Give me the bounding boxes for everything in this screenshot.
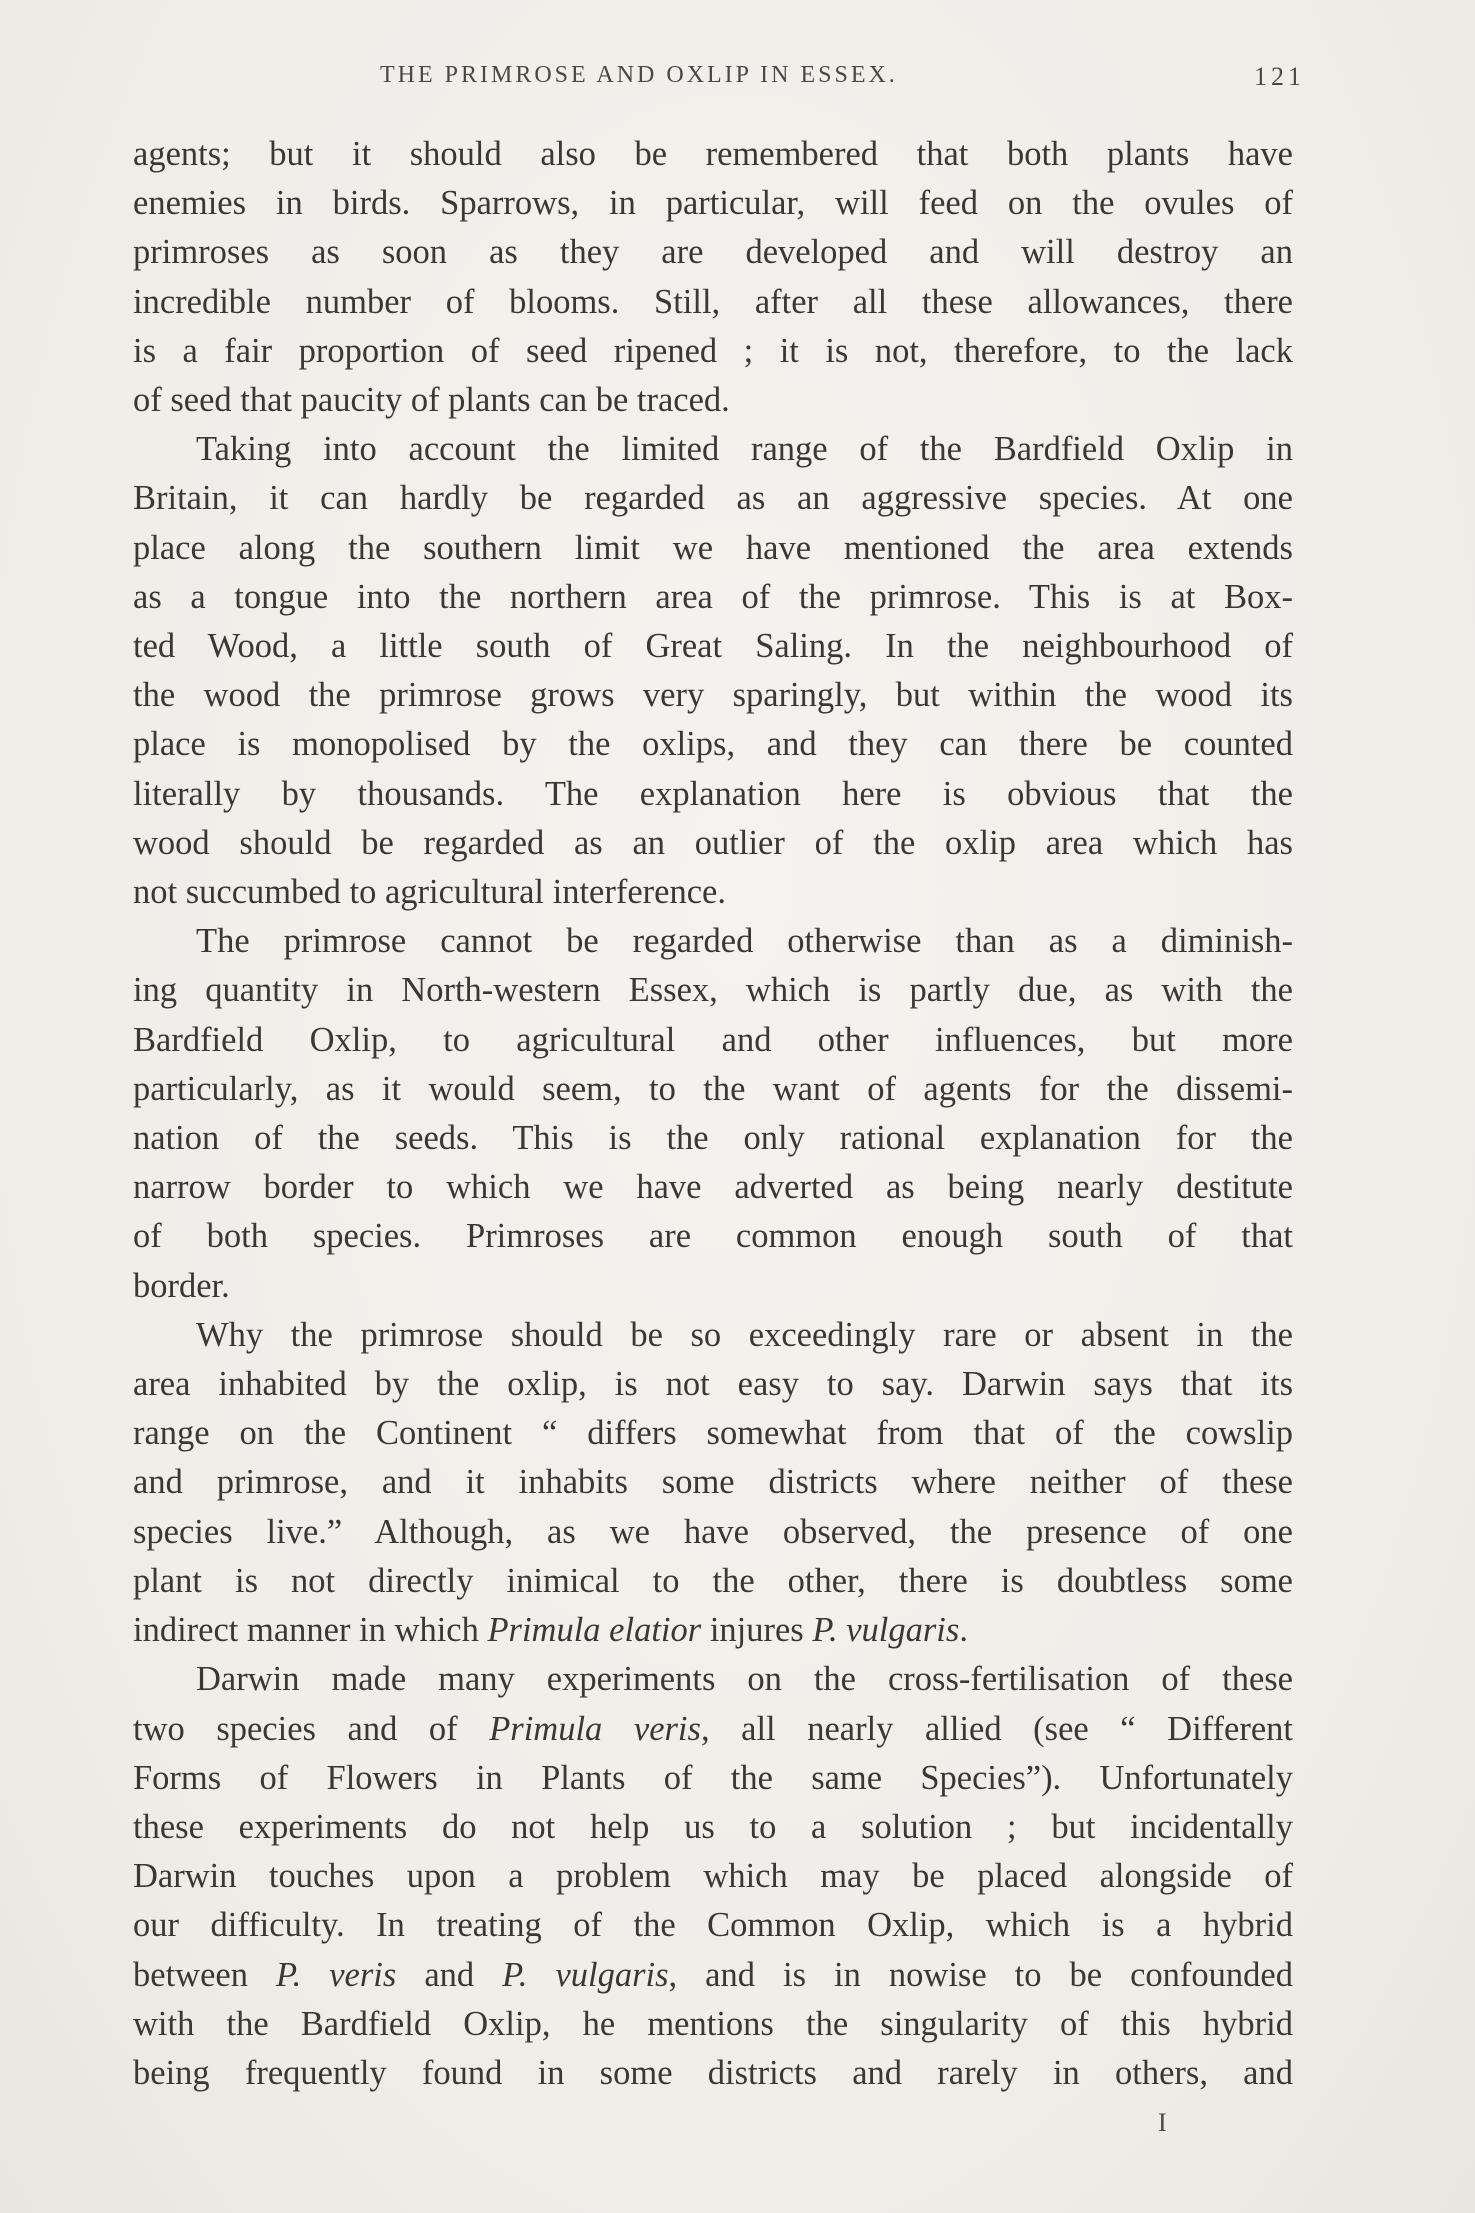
text-run: and xyxy=(396,1955,503,1994)
text-line: our difficulty. In treating of the Common Oxlip, which is a hybrid xyxy=(133,1906,1293,1945)
text-line: Britain, it can hardly be regarded as an aggressive species. At one xyxy=(133,479,1293,518)
text-line: Taking into account the limited range of the Bardfield Oxlip in xyxy=(196,430,1293,469)
text-line: area inhabited by the oxlip, is not easy to say. Darwin says that its xyxy=(133,1365,1293,1404)
text-line: the wood the primrose grows very sparingly, but within the wood its xyxy=(133,676,1293,715)
text-run: , and is in nowise to be confounded xyxy=(668,1955,1293,1994)
text-run: two species and of xyxy=(133,1709,490,1748)
text-line: as a tongue into the northern area of the primrose. This is at Box- xyxy=(133,577,1293,616)
text-line: place along the southern limit we have mentioned the area extends xyxy=(133,528,1293,567)
text-line: wood should be regarded as an outlier of the oxlip area which has xyxy=(133,823,1293,862)
text-line: Darwin made many experiments on the cross-fertilisation of these xyxy=(196,1660,1293,1699)
text-line: nation of the seeds. This is the only rational explanation for the xyxy=(133,1119,1293,1158)
text-line: incredible number of blooms. Still, after all these allowances, there xyxy=(133,282,1293,321)
running-title: THE PRIMROSE AND OXLIP IN ESSEX. xyxy=(380,62,898,88)
paragraph-2 xyxy=(133,425,1293,917)
text-line: particularly, as it would seem, to the want of agents for the dissemi- xyxy=(133,1069,1293,1108)
text-line: border. xyxy=(133,1266,230,1305)
species-name: P. vulgaris xyxy=(502,1955,669,1994)
species-name: Primula elatior xyxy=(487,1611,702,1650)
text-line: primroses as soon as they are developed and will destroy an xyxy=(133,233,1293,272)
text-line xyxy=(133,1951,1293,2000)
paragraph-5 xyxy=(133,1655,1293,2098)
text-run: injures xyxy=(701,1611,813,1650)
text-line: species live.” Although, as we have observed, the presence of one xyxy=(133,1512,1293,1551)
paragraph-4 xyxy=(133,1311,1293,1655)
text-line: range on the Continent “ differs somewhat from that of the cowslip xyxy=(133,1414,1293,1453)
text-line: narrow border to which we have adverted as being nearly destitute xyxy=(133,1168,1293,1207)
species-name: P. vulgaris xyxy=(812,1611,960,1650)
text-run: between xyxy=(133,1955,276,1994)
paragraph-1 xyxy=(133,130,1293,425)
species-name: P. veris xyxy=(275,1955,397,1994)
text-run: , all nearly allied (see “ Different xyxy=(700,1709,1293,1748)
text-line: ing quantity in North-western Essex, which is partly due, as with the xyxy=(133,971,1293,1010)
text-line: these experiments do not help us to a solution ; but incidentally xyxy=(133,1807,1293,1846)
species-name: Primula veris xyxy=(489,1709,701,1748)
text-line: and primrose, and it inhabits some districts where neither of these xyxy=(133,1463,1293,1502)
text-line: Bardfield Oxlip, to agricultural and other influences, but more xyxy=(133,1020,1293,1059)
text-line: ted Wood, a little south of Great Saling. In the neighbourhood of xyxy=(133,627,1293,666)
text-line: Forms of Flowers in Plants of the same Species”). Unfortunately xyxy=(133,1758,1293,1797)
text-line: plant is not directly inimical to the other, there is doubtless some xyxy=(133,1561,1293,1600)
text-line: of seed that paucity of plants can be traced. xyxy=(133,381,730,420)
text-line: The primrose cannot be regarded otherwise than as a diminish- xyxy=(196,922,1293,961)
paragraph-3 xyxy=(133,917,1293,1311)
text-run: indirect manner in which xyxy=(133,1611,488,1650)
text-line xyxy=(133,1705,1293,1754)
running-head xyxy=(130,62,1305,102)
text-line: is a fair proportion of seed ripened ; it is not, therefore, to the lack xyxy=(133,331,1293,370)
body-text xyxy=(133,130,1293,2098)
page-number: 121 xyxy=(1254,62,1305,91)
text-line: enemies in birds. Sparrows, in particular, will feed on the ovules of xyxy=(133,184,1293,223)
text-line: with the Bardfield Oxlip, he mentions the singularity of this hybrid xyxy=(133,2004,1293,2043)
text-line: place is monopolised by the oxlips, and they can there be counted xyxy=(133,725,1293,764)
text-line: literally by thousands. The explanation here is obvious that the xyxy=(133,774,1293,813)
text-line xyxy=(133,1606,1293,1655)
text-line: being frequently found in some districts and rarely in others, and xyxy=(133,2053,1293,2092)
text-line: not succumbed to agricultural interference. xyxy=(133,873,726,912)
text-line: of both species. Primroses are common enough south of that xyxy=(133,1217,1293,1256)
text-run: . xyxy=(959,1611,968,1650)
text-line: Darwin touches upon a problem which may be placed alongside of xyxy=(133,1857,1293,1896)
text-line: agents; but it should also be remembered that both plants have xyxy=(133,135,1293,173)
text-line: Why the primrose should be so exceedingly rare or absent in the xyxy=(196,1315,1293,1354)
signature-mark: I xyxy=(1158,2108,1167,2137)
